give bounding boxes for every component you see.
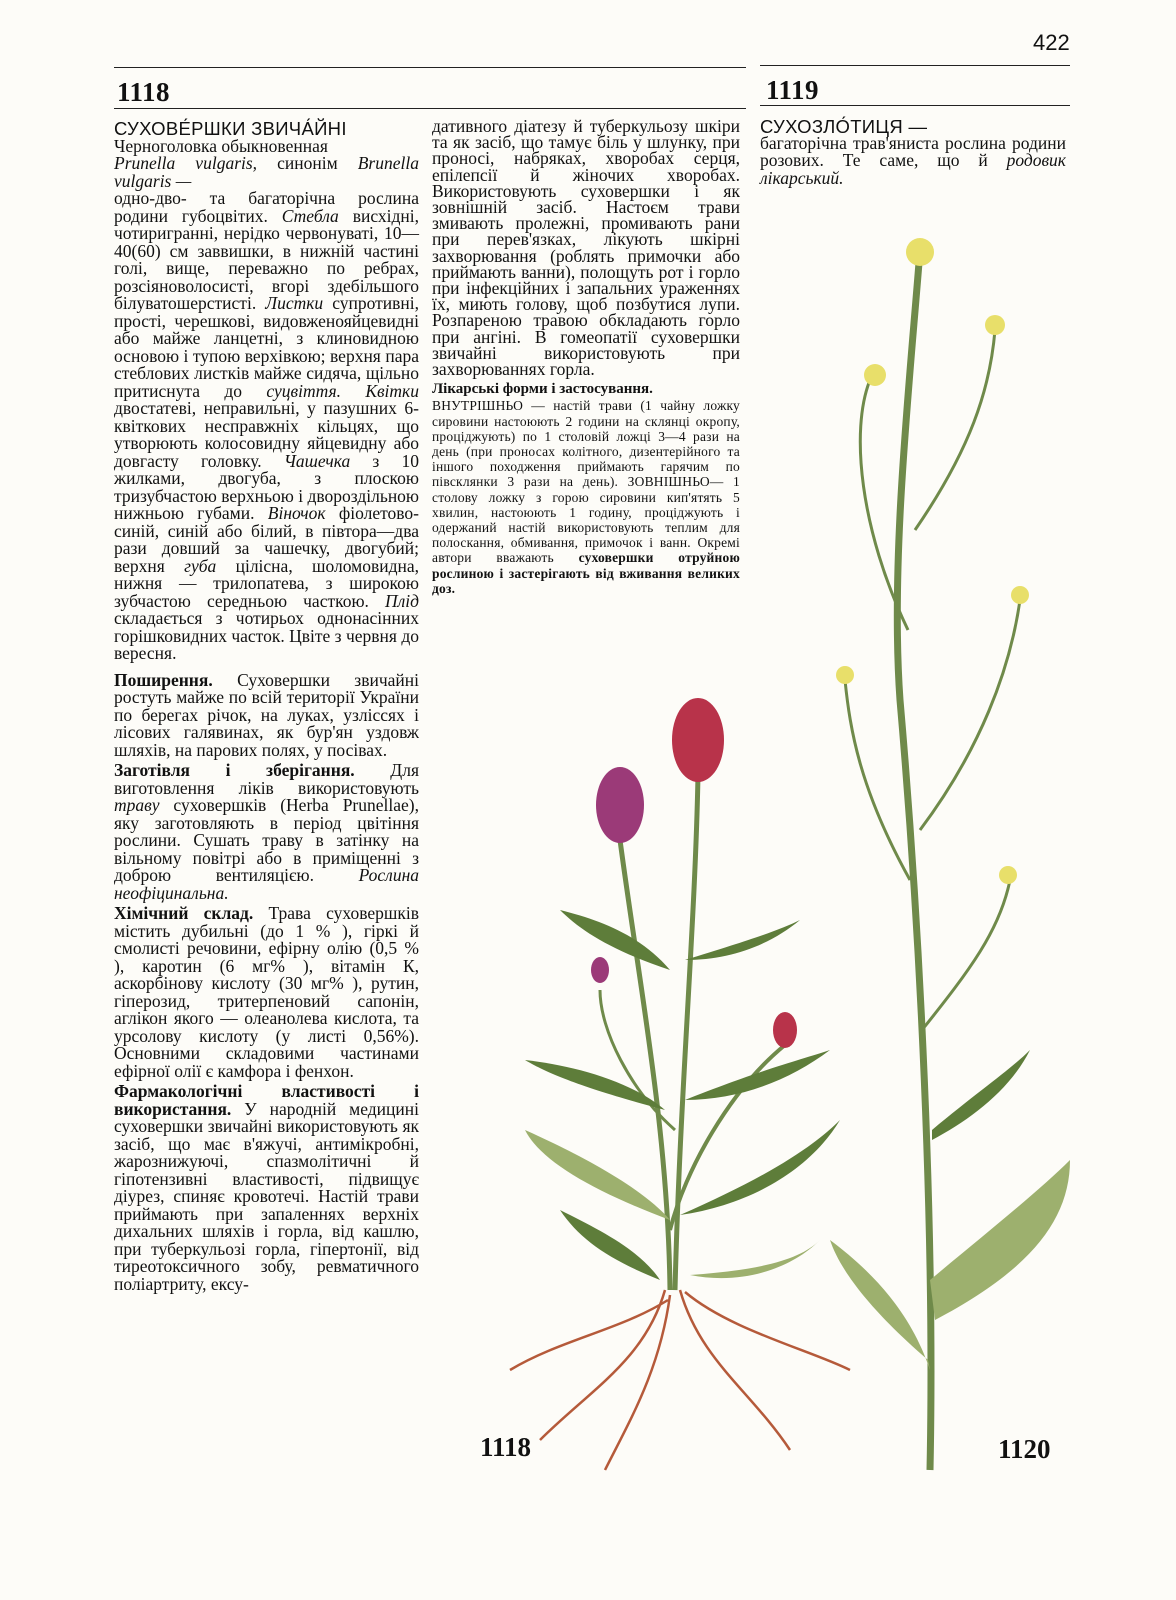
description-paragraph: Черноголовка обыкновенная Prunella vulgaris, синонім Brunella vulgaris — одно-дво- та багаторічна рослина родини губоцвітих. Стебла висхідні, чотиригранні, нерідко червонуваті, 10—40(60) см заввишки, в нижній частині голі, вище, переважно по ребрах, розсіяноволосисті, вгорі здебільшого білуватошерстисті. Листки супротивні, прості, черешкові, видовженояйцевидні або майже ланцетні, з клиновидною основою і тупою верхівкою; верхня пара стеблових листків майже сидяча, щільно притиснута до суцвіття. Квітки двостатеві, неправильні, у пазушних 6-квіткових несправжніх кільцях, що утворюють колосовидну яйцевидну або довгасту головку. Чашечка з 10 жилками, двогуба, з плоскою тризубчастою верхньою і двороздільною нижньою губами. Віночок фіолетово-синій, синій або білий, в півтора—два рази довший за чашечку, двогубий; верхня губа цілісна, шоломовидна, нижня — трилопатева, з широкою зубчастою середньою часткою. Плід складається з чотирьох однонасінних горішковидних часток. Цвіте з червня до вересня. (114, 135, 420, 663)
tall-plant-drawing (830, 238, 1070, 1470)
latin-name: Prunella vulgaris, (114, 153, 258, 173)
forms-paragraph: ВНУТРІШНЬО — настій трави (1 чайну ложку сировини настоюють 2 години на склянці окропу, проціджують) по 1 столовій ложці 3—4 рази на день (при проносах колітного, дизентерійного та іншого походження приймають гарячим по півсклянки 3 рази на день). ЗОВНІШНЬО— 1 столову ложку з горою сировини кип'ятять 5 хвилин, настоюють 1 годину, проціджують і одержаний настій використовують теплим для полоскання, обмивання, примочок і ванн. Окремі автори вважають суховершки отруйною рослиною і застерігають від вживання великих доз. (432, 398, 740, 596)
russian-name: Черноголовка обыкновенная (114, 135, 328, 156)
figure-label-1118: 1118 (480, 1432, 532, 1462)
entry-number-1118: 1118 (117, 77, 171, 107)
entry-rule-right (760, 105, 1070, 106)
entry-rule-left (114, 108, 746, 109)
figure-label-1120: 1120 (998, 1434, 1051, 1464)
page-number: 422 (1033, 30, 1070, 55)
distribution-paragraph: Поширення. Суховершки звичайні ростуть майже по всій території України по берегах річок, на луках, узліссях і лісових галявинах, як бур'ян уздовж шляхів, на парових полях, у посівах. (114, 669, 419, 760)
entry-heading-1118: СУХОВЕ́РШКИ ЗВИЧА́ЙНІ (114, 118, 347, 139)
entry-number-1119: 1119 (766, 75, 820, 105)
chemistry-paragraph: Хімічний склад. Трава суховершків містить дубильні (до 1 % ), гіркі й смолисті речовини, ефірну олію (0,5 % ), каротин (6 мг% ), вітамін К, аскорбінову кислоту (30 мг% ), рутин, гіперозид, тритерпеновий сапонін, аглікон якого — олеанолева кислота, та урсолову кислоту (у листі 0,56%). Основними складовими частинами ефірної олії є камфора і фенхон. (114, 903, 419, 1081)
top-rule-right (760, 65, 1070, 66)
cross-reference: родовик лікарський. (760, 150, 1066, 188)
continuation-paragraph: дативного діатезу й туберкульозу шкіри та як засіб, що тамує біль у шлунку, при проносі, набряках, хворобах серця, епілепсії й жіночих хворобах. Використовують суховершки і як зовнішній засіб. Настоєм трави змивають пролежні, промивають рани при перев'язках, лікують шкірні захворювання (роблять примочки або приймають ванни), полощуть рот і горло при інфекційних і запальних ураженнях їх, миють голову, щоб позбутися лупи. Розпареною травою обкладають горло при ангіні. В гомеопатії суховершки звичайні використовують при захворюваннях горла. (432, 116, 740, 380)
top-rule-left (114, 67, 746, 68)
latin-synonym: Brunella vulgaris — (114, 153, 419, 191)
harvesting-paragraph: Заготівля і зберігання. Для виготовлення ліків використовують траву суховершків (Herba Prunellae), яку заготовляють в період цвітіння рослини. Сушать траву в затінку на вільному повітрі або в приміщенні з доброю вентиляцією. Рослина неофіцинальна. (114, 760, 419, 903)
column-1 (114, 120, 419, 1293)
pharmacology-paragraph: Фармакологічні властивості і використання. У народній медицині суховершки звичайні використовують як засіб, що має в'яжучі, антимікробні, жарознижуючі, спазмолітичні й гіпотензивні властивості, підвищує діурез, спиняє кровотечі. Настій трави приймають при запаленнях верхніх дихальних шляхів і горла, від кашлю, при туберкульозі горла, гіпертонії, від тиреотоксичного зобу, ревматичного поліартриту, ексу- (114, 1081, 419, 1294)
column-3 (760, 118, 1066, 187)
forms-heading: Лікарські форми і застосування. (432, 381, 653, 398)
prunella-plant-drawing (510, 698, 850, 1470)
entry-1119-text: багаторічна трав'яниста рослина родини розових. Те саме, що й родовик лікарський. (760, 133, 1066, 188)
entry-heading-1119: СУХОЗЛО́ТИЦЯ — (760, 116, 928, 137)
botanical-illustration (430, 230, 1150, 1530)
